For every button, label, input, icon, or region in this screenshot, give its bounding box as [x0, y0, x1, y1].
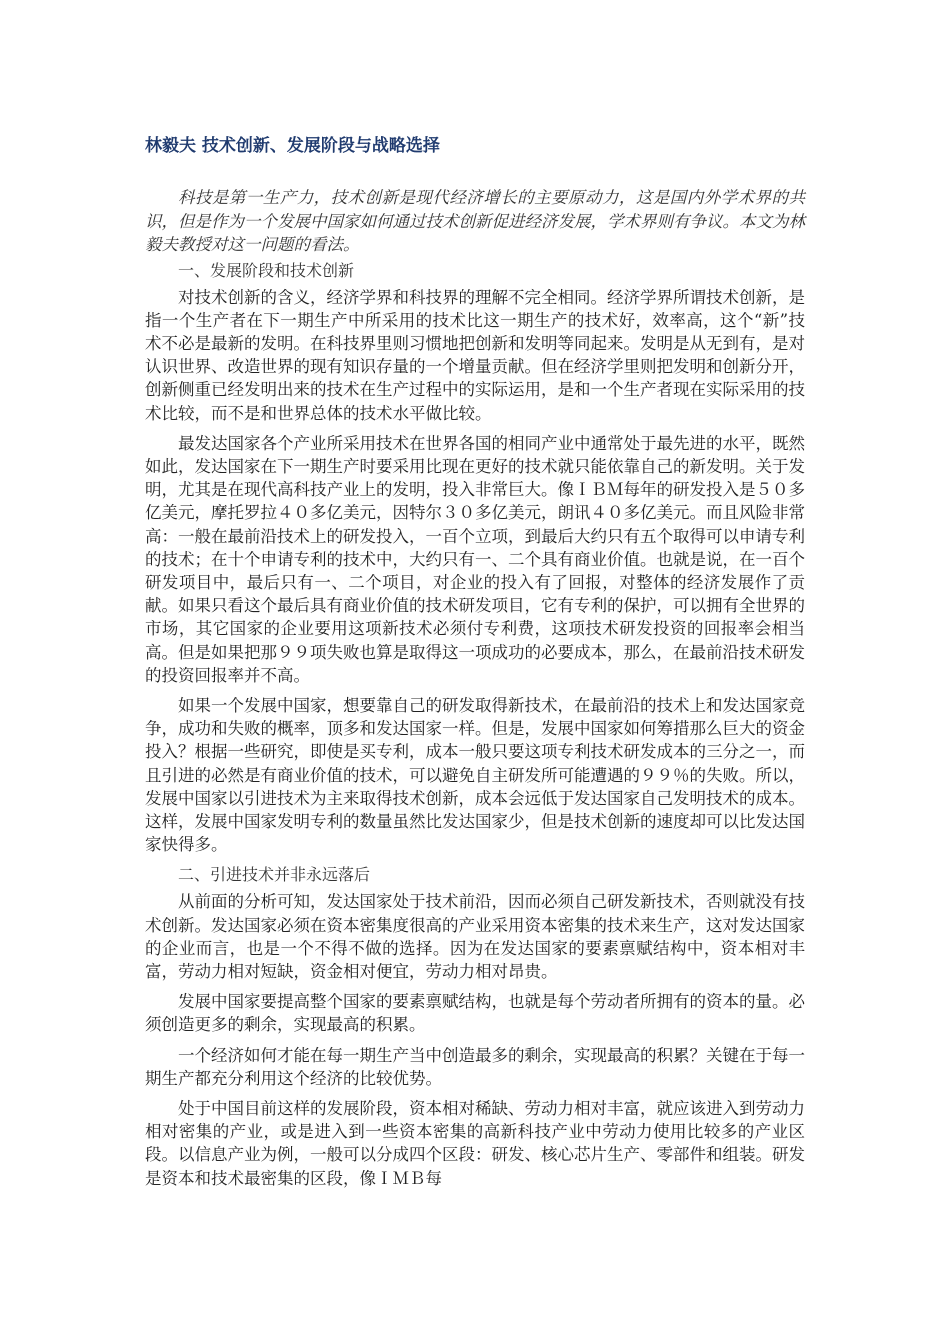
document-page	[145, 134, 805, 1197]
body-paragraph: 从前面的分析可知，发达国家处于技术前沿，因而必须自己研发新技术，否则就没有技术创新。发达国家必须在资本密集度很高的产业采用资本密集的技术来生产，这对发达国家的企业而言，也是一个不得不做的选择。因为在发达国家的要素禀赋结构中，资本相对丰富，劳动力相对短缺，资金相对便宜，劳动力相对昂贵。	[145, 892, 805, 981]
body-paragraph: 对技术创新的含义，经济学界和科技界的理解不完全相同。经济学界所谓技术创新，是指一个生产者在下一期生产中所采用的技术比这一期生产的技术好，效率高，这个“新”技术不必是最新的发明。在科技界里则习惯地把创新和发明等同起来。发明是从无到有，是对认识世界、改造世界的现有知识存量的一个增量贡献。但在经济学里则把发明和创新分开，创新侧重已经发明出来的技术在生产过程中的实际运用，是和一个生产者现在实际采用的技术比较，而不是和世界总体的技术水平做比较。	[145, 287, 805, 423]
section-heading-2: 二、引进技术并非永远落后	[178, 865, 371, 885]
body-paragraph: 如果一个发展中国家，想要靠自己的研发取得新技术，在最前沿的技术上和发达国家竞争，成功和失败的概率，顶多和发达国家一样。但是，发展中国家如何筹措那么巨大的资金投入？根据一些研究，即使是买专利，成本一般只要这项专利技术研发成本的三分之一，而且引进的必然是有商业价值的技术，可以避免自主研发所可能遭遇的９９％的失败。所以，发展中国家以引进技术为主来取得技术创新，成本会远低于发达国家自己发明技术的成本。这样，发展中国家发明专利的数量虽然比发达国家少，但是技术创新的速度却可以比发达国家快得多。	[145, 695, 805, 855]
section-heading-1: 一、发展阶段和技术创新	[178, 260, 355, 280]
body-paragraph: 发展中国家要提高整个国家的要素禀赋结构，也就是每个劳动者所拥有的资本的量。必须创造更多的剩余，实现最高的积累。	[145, 992, 805, 1035]
article-abstract: 科技是第一生产力，技术创新是现代经济增长的主要原动力，这是国内外学术界的共识，但是作为一个发展中国家如何通过技术创新促进经济发展，学术界则有争议。本文为林毅夫教授对这一问题的看法。	[145, 188, 805, 254]
body-paragraph: 一个经济如何才能在每一期生产当中创造最多的剩余，实现最高的积累？关键在于每一期生产都充分利用这个经济的比较优势。	[145, 1045, 805, 1088]
body-paragraph: 处于中国目前这样的发展阶段，资本相对稀缺、劳动力相对丰富，就应该进入到劳动力相对密集的产业，或是进入到一些资本密集的高新科技产业中劳动力使用比较多的产业区段。以信息产业为例，一般可以分成四个区段：研发、核心芯片生产、零部件和组装。研发是资本和技术最密集的区段，像ＩＭＢ每	[145, 1099, 805, 1188]
article-title: 林毅夫 技术创新、发展阶段与战略选择	[145, 136, 440, 156]
body-paragraph: 最发达国家各个产业所采用技术在世界各国的相同产业中通常处于最先进的水平，既然如此，发达国家在下一期生产时要采用比现在更好的技术就只能依靠自己的新发明。关于发明，尤其是在现代高科技产业上的发明，投入非常巨大。像ＩＢＭ每年的研发投入是５０多亿美元，摩托罗拉４０多亿美元，因特尔３０多亿美元，朗讯４０多亿美元。而且风险非常高：一般在最前沿技术上的研发投入，一百个立项，到最后大约只有五个取得可以申请专利的技术；在十个申请专利的技术中，大约只有一、二个具有商业价值。也就是说，在一百个研发项目中，最后只有一、二个项目，对企业的投入有了回报，对整体的经济发展作了贡献。如果只看这个最后具有商业价值的技术研发项目，它有专利的保护，可以拥有全世界的市场，其它国家的企业要用这项新技术必须付专利费，这项技术研发投资的回报率会相当高。但是如果把那９９项失败也算是取得这一项成功的必要成本，那么，在最前沿技术研发的投资回报率并不高。	[145, 433, 805, 685]
